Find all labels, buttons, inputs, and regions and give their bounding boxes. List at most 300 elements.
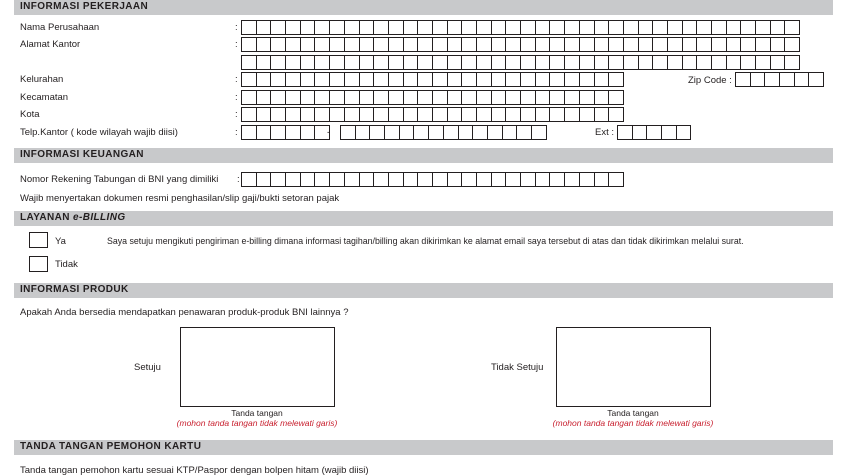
- char-cell[interactable]: [711, 37, 727, 52]
- char-cell[interactable]: [487, 125, 503, 140]
- char-cell[interactable]: [344, 90, 360, 105]
- char-cell[interactable]: [491, 72, 507, 87]
- char-cell[interactable]: [505, 20, 521, 35]
- char-cell[interactable]: [256, 90, 272, 105]
- char-cell[interactable]: [373, 72, 389, 87]
- char-cell[interactable]: [256, 125, 272, 140]
- char-cell[interactable]: [413, 125, 429, 140]
- alamat-kantor-field-line2[interactable]: [241, 55, 799, 70]
- char-cell[interactable]: [461, 107, 477, 122]
- char-cell[interactable]: [355, 125, 371, 140]
- label-tidak: Tidak: [55, 259, 78, 270]
- alamat-kantor-field-line1[interactable]: [241, 37, 799, 52]
- char-cell[interactable]: [403, 72, 419, 87]
- char-cell[interactable]: [359, 72, 375, 87]
- char-cell[interactable]: [750, 72, 766, 87]
- char-cell[interactable]: [388, 72, 404, 87]
- char-cell[interactable]: [491, 107, 507, 122]
- char-cell[interactable]: [726, 20, 742, 35]
- tanda-tangan-caption: Tanda tangan: [231, 408, 283, 418]
- telp-number-field[interactable]: [340, 125, 546, 140]
- char-cell[interactable]: [535, 55, 551, 70]
- char-cell[interactable]: [549, 172, 565, 187]
- telp-area-code-field[interactable]: [241, 125, 329, 140]
- char-cell[interactable]: [623, 37, 639, 52]
- produk-question: Apakah Anda bersedia mendapatkan penawaran produk-produk BNI lainnya ?: [20, 307, 349, 318]
- char-cell[interactable]: [241, 72, 257, 87]
- char-cell[interactable]: [432, 55, 448, 70]
- char-cell[interactable]: [579, 172, 595, 187]
- char-cell[interactable]: [270, 72, 286, 87]
- char-cell[interactable]: [531, 125, 547, 140]
- nomor-rekening-field[interactable]: [241, 172, 623, 187]
- char-cell[interactable]: [285, 90, 301, 105]
- char-cell[interactable]: [520, 37, 536, 52]
- char-cell[interactable]: [461, 20, 477, 35]
- char-cell[interactable]: [417, 55, 433, 70]
- char-cell[interactable]: [340, 125, 356, 140]
- char-cell[interactable]: [594, 90, 610, 105]
- nama-perusahaan-field[interactable]: [241, 20, 799, 35]
- label-setuju: Setuju: [134, 362, 161, 373]
- char-cell[interactable]: [359, 20, 375, 35]
- colon: :: [235, 127, 238, 138]
- char-cell[interactable]: [432, 107, 448, 122]
- char-cell[interactable]: [784, 55, 800, 70]
- section-title: LAYANAN e-BILLING: [20, 212, 126, 223]
- char-cell[interactable]: [476, 172, 492, 187]
- char-cell[interactable]: [652, 37, 668, 52]
- char-cell[interactable]: [285, 20, 301, 35]
- char-cell[interactable]: [564, 20, 580, 35]
- label-ext: Ext :: [595, 127, 615, 138]
- colon: :: [235, 74, 238, 85]
- char-cell[interactable]: [535, 90, 551, 105]
- colon: :: [235, 109, 238, 120]
- char-cell[interactable]: [447, 55, 463, 70]
- char-cell[interactable]: [241, 172, 257, 187]
- char-cell[interactable]: [491, 20, 507, 35]
- section-title: INFORMASI PRODUK: [20, 284, 129, 295]
- char-cell[interactable]: [520, 55, 536, 70]
- char-cell[interactable]: [399, 125, 415, 140]
- char-cell[interactable]: [417, 107, 433, 122]
- char-cell[interactable]: [770, 55, 786, 70]
- char-cell[interactable]: [579, 37, 595, 52]
- label-tidak-setuju: Tidak Setuju: [491, 362, 544, 373]
- char-cell[interactable]: [270, 107, 286, 122]
- char-cell[interactable]: [740, 37, 756, 52]
- char-cell[interactable]: [300, 37, 316, 52]
- char-cell[interactable]: [770, 37, 786, 52]
- char-cell[interactable]: [491, 172, 507, 187]
- char-cell[interactable]: [432, 172, 448, 187]
- colon: :: [237, 174, 240, 185]
- wajib-dokumen-note: Wajib menyertakan dokumen resmi penghasilan/slip gaji/bukti setoran pajak: [20, 193, 340, 204]
- char-cell[interactable]: [329, 55, 345, 70]
- char-cell[interactable]: [726, 55, 742, 70]
- char-cell[interactable]: [403, 107, 419, 122]
- char-cell[interactable]: [770, 20, 786, 35]
- kelurahan-field[interactable]: [241, 72, 623, 87]
- char-cell[interactable]: [373, 37, 389, 52]
- label-kecamatan: Kecamatan: [20, 92, 69, 103]
- char-cell[interactable]: [505, 72, 521, 87]
- char-cell[interactable]: [608, 90, 624, 105]
- char-cell[interactable]: [417, 72, 433, 87]
- char-cell[interactable]: [447, 37, 463, 52]
- char-cell[interactable]: [373, 55, 389, 70]
- char-cell[interactable]: [285, 107, 301, 122]
- char-cell[interactable]: [535, 20, 551, 35]
- char-cell[interactable]: [359, 37, 375, 52]
- char-cell[interactable]: [443, 125, 459, 140]
- char-cell[interactable]: [549, 37, 565, 52]
- label-kelurahan: Kelurahan: [20, 74, 64, 85]
- char-cell[interactable]: [740, 55, 756, 70]
- char-cell[interactable]: [502, 125, 518, 140]
- char-cell[interactable]: [696, 55, 712, 70]
- char-cell[interactable]: [329, 20, 345, 35]
- char-cell[interactable]: [594, 72, 610, 87]
- char-cell[interactable]: [314, 37, 330, 52]
- char-cell[interactable]: [520, 72, 536, 87]
- char-cell[interactable]: [417, 20, 433, 35]
- char-cell[interactable]: [549, 72, 565, 87]
- char-cell[interactable]: [638, 55, 654, 70]
- char-cell[interactable]: [403, 20, 419, 35]
- ebilling-statement: Saya setuju mengikuti pengiriman e-billing dimana informasi tagihan/billing akan dikirimkan ke alamat email saya tersebut di atas dan tidak dikirimkan melalui surat.: [107, 236, 744, 246]
- label-zip-code: Zip Code :: [688, 75, 732, 86]
- char-cell[interactable]: [623, 55, 639, 70]
- char-cell[interactable]: [256, 20, 272, 35]
- char-cell[interactable]: [403, 37, 419, 52]
- char-cell[interactable]: [549, 55, 565, 70]
- char-cell[interactable]: [417, 172, 433, 187]
- char-cell[interactable]: [329, 37, 345, 52]
- char-cell[interactable]: [472, 125, 488, 140]
- char-cell[interactable]: [461, 72, 477, 87]
- char-cell[interactable]: [755, 20, 771, 35]
- char-cell[interactable]: [520, 20, 536, 35]
- label-nama-perusahaan: Nama Perusahaan: [20, 22, 100, 33]
- char-cell[interactable]: [241, 37, 257, 52]
- char-cell[interactable]: [696, 20, 712, 35]
- char-cell[interactable]: [549, 107, 565, 122]
- char-cell[interactable]: [373, 172, 389, 187]
- char-cell[interactable]: [667, 20, 683, 35]
- char-cell[interactable]: [270, 90, 286, 105]
- char-cell[interactable]: [646, 125, 662, 140]
- char-cell[interactable]: [652, 55, 668, 70]
- char-cell[interactable]: [270, 20, 286, 35]
- char-cell[interactable]: [608, 172, 624, 187]
- char-cell[interactable]: [476, 107, 492, 122]
- char-cell[interactable]: [740, 20, 756, 35]
- char-cell[interactable]: [432, 72, 448, 87]
- char-cell[interactable]: [608, 20, 624, 35]
- char-cell[interactable]: [256, 107, 272, 122]
- char-cell[interactable]: [447, 107, 463, 122]
- char-cell[interactable]: [661, 125, 677, 140]
- char-cell[interactable]: [359, 55, 375, 70]
- char-cell[interactable]: [608, 72, 624, 87]
- char-cell[interactable]: [256, 72, 272, 87]
- char-cell[interactable]: [344, 20, 360, 35]
- label-telp-kantor: Telp.Kantor ( kode wilayah wajib diisi): [20, 127, 178, 138]
- char-cell[interactable]: [505, 37, 521, 52]
- char-cell[interactable]: [608, 37, 624, 52]
- char-cell[interactable]: [300, 90, 316, 105]
- char-cell[interactable]: [682, 20, 698, 35]
- char-cell[interactable]: [314, 107, 330, 122]
- char-cell[interactable]: [373, 90, 389, 105]
- char-cell[interactable]: [344, 55, 360, 70]
- char-cell[interactable]: [359, 90, 375, 105]
- char-cell[interactable]: [564, 90, 580, 105]
- char-cell[interactable]: [594, 55, 610, 70]
- char-cell[interactable]: [676, 125, 692, 140]
- char-cell[interactable]: [667, 55, 683, 70]
- char-cell[interactable]: [388, 107, 404, 122]
- char-cell[interactable]: [241, 107, 257, 122]
- char-cell[interactable]: [476, 20, 492, 35]
- char-cell[interactable]: [564, 37, 580, 52]
- char-cell[interactable]: [344, 107, 360, 122]
- char-cell[interactable]: [373, 20, 389, 35]
- char-cell[interactable]: [403, 172, 419, 187]
- char-cell[interactable]: [270, 172, 286, 187]
- char-cell[interactable]: [808, 72, 824, 87]
- ebilling-ya-checkbox[interactable]: [29, 232, 48, 248]
- char-cell[interactable]: [726, 37, 742, 52]
- char-cell[interactable]: [682, 37, 698, 52]
- char-cell[interactable]: [638, 20, 654, 35]
- char-cell[interactable]: [476, 90, 492, 105]
- char-cell[interactable]: [285, 172, 301, 187]
- char-cell[interactable]: [314, 172, 330, 187]
- char-cell[interactable]: [447, 20, 463, 35]
- char-cell[interactable]: [373, 107, 389, 122]
- char-cell[interactable]: [579, 20, 595, 35]
- ext-field[interactable]: [617, 125, 690, 140]
- char-cell[interactable]: [505, 55, 521, 70]
- char-cell[interactable]: [388, 55, 404, 70]
- signature-box-setuju[interactable]: [180, 327, 335, 407]
- char-cell[interactable]: [491, 90, 507, 105]
- char-cell[interactable]: [735, 72, 751, 87]
- char-cell[interactable]: [417, 37, 433, 52]
- char-cell[interactable]: [594, 20, 610, 35]
- tanda-tangan-pemohon-note: Tanda tangan pemohon kartu sesuai KTP/Paspor dengan bolpen hitam (wajib diisi): [20, 465, 369, 476]
- char-cell[interactable]: [388, 20, 404, 35]
- char-cell[interactable]: [779, 72, 795, 87]
- char-cell[interactable]: [682, 55, 698, 70]
- char-cell[interactable]: [300, 72, 316, 87]
- ebilling-tidak-checkbox[interactable]: [29, 256, 48, 272]
- char-cell[interactable]: [270, 55, 286, 70]
- char-cell[interactable]: [594, 37, 610, 52]
- char-cell[interactable]: [608, 55, 624, 70]
- char-cell[interactable]: [696, 37, 712, 52]
- char-cell[interactable]: [314, 20, 330, 35]
- char-cell[interactable]: [300, 55, 316, 70]
- char-cell[interactable]: [344, 172, 360, 187]
- char-cell[interactable]: [447, 172, 463, 187]
- char-cell[interactable]: [784, 37, 800, 52]
- char-cell[interactable]: [535, 37, 551, 52]
- char-cell[interactable]: [285, 37, 301, 52]
- char-cell[interactable]: [755, 37, 771, 52]
- char-cell[interactable]: [549, 20, 565, 35]
- char-cell[interactable]: [329, 172, 345, 187]
- char-cell[interactable]: [300, 20, 316, 35]
- colon: :: [235, 22, 238, 33]
- char-cell[interactable]: [344, 37, 360, 52]
- char-cell[interactable]: [632, 125, 648, 140]
- char-cell[interactable]: [505, 172, 521, 187]
- char-cell[interactable]: [329, 90, 345, 105]
- char-cell[interactable]: [520, 172, 536, 187]
- char-cell[interactable]: [711, 55, 727, 70]
- char-cell[interactable]: [344, 72, 360, 87]
- char-cell[interactable]: [241, 55, 257, 70]
- char-cell[interactable]: [300, 125, 316, 140]
- char-cell[interactable]: [241, 20, 257, 35]
- char-cell[interactable]: [476, 55, 492, 70]
- char-cell[interactable]: [388, 90, 404, 105]
- zip-code-field[interactable]: [735, 72, 823, 87]
- char-cell[interactable]: [369, 125, 385, 140]
- dash-separator: -: [327, 127, 331, 138]
- char-cell[interactable]: [458, 125, 474, 140]
- kota-field[interactable]: [241, 107, 623, 122]
- label-nomor-rekening: Nomor Rekening Tabungan di BNI yang dimiliki: [20, 174, 219, 185]
- label-kota: Kota: [20, 109, 40, 120]
- char-cell[interactable]: [623, 20, 639, 35]
- char-cell[interactable]: [516, 125, 532, 140]
- char-cell[interactable]: [359, 172, 375, 187]
- char-cell[interactable]: [520, 90, 536, 105]
- char-cell[interactable]: [667, 37, 683, 52]
- section-header-informasi-keuangan: [14, 148, 833, 163]
- char-cell[interactable]: [256, 172, 272, 187]
- kecamatan-field[interactable]: [241, 90, 623, 105]
- char-cell[interactable]: [285, 55, 301, 70]
- char-cell[interactable]: [388, 37, 404, 52]
- char-cell[interactable]: [476, 72, 492, 87]
- char-cell[interactable]: [579, 107, 595, 122]
- char-cell[interactable]: [520, 107, 536, 122]
- char-cell[interactable]: [384, 125, 400, 140]
- char-cell[interactable]: [432, 37, 448, 52]
- section-title: INFORMASI PEKERJAAN: [20, 1, 149, 12]
- char-cell[interactable]: [270, 37, 286, 52]
- char-cell[interactable]: [755, 55, 771, 70]
- char-cell[interactable]: [564, 72, 580, 87]
- char-cell[interactable]: [535, 107, 551, 122]
- char-cell[interactable]: [329, 72, 345, 87]
- char-cell[interactable]: [491, 55, 507, 70]
- char-cell[interactable]: [256, 37, 272, 52]
- char-cell[interactable]: [564, 172, 580, 187]
- char-cell[interactable]: [285, 125, 301, 140]
- char-cell[interactable]: [417, 90, 433, 105]
- char-cell[interactable]: [461, 37, 477, 52]
- char-cell[interactable]: [564, 107, 580, 122]
- char-cell[interactable]: [617, 125, 633, 140]
- char-cell[interactable]: [564, 55, 580, 70]
- char-cell[interactable]: [535, 72, 551, 87]
- char-cell[interactable]: [403, 90, 419, 105]
- char-cell[interactable]: [256, 55, 272, 70]
- char-cell[interactable]: [505, 107, 521, 122]
- char-cell[interactable]: [432, 20, 448, 35]
- char-cell[interactable]: [388, 172, 404, 187]
- char-cell[interactable]: [241, 125, 257, 140]
- char-cell[interactable]: [794, 72, 810, 87]
- char-cell[interactable]: [476, 37, 492, 52]
- char-cell[interactable]: [432, 90, 448, 105]
- char-cell[interactable]: [579, 55, 595, 70]
- char-cell[interactable]: [300, 107, 316, 122]
- char-cell[interactable]: [285, 72, 301, 87]
- char-cell[interactable]: [461, 90, 477, 105]
- char-cell[interactable]: [608, 107, 624, 122]
- signature-box-tidak-setuju[interactable]: [556, 327, 711, 407]
- char-cell[interactable]: [447, 72, 463, 87]
- char-cell[interactable]: [491, 37, 507, 52]
- char-cell[interactable]: [784, 20, 800, 35]
- char-cell[interactable]: [711, 20, 727, 35]
- char-cell[interactable]: [329, 107, 345, 122]
- char-cell[interactable]: [638, 37, 654, 52]
- char-cell[interactable]: [652, 20, 668, 35]
- label-alamat-kantor: Alamat Kantor: [20, 39, 81, 50]
- section-header-layanan-ebilling: [14, 211, 833, 226]
- char-cell[interactable]: [594, 107, 610, 122]
- char-cell[interactable]: [314, 90, 330, 105]
- signature-note: (mohon tanda tangan tidak melewati garis): [552, 418, 714, 428]
- char-cell[interactable]: [594, 172, 610, 187]
- char-cell[interactable]: [359, 107, 375, 122]
- char-cell[interactable]: [461, 55, 477, 70]
- char-cell[interactable]: [428, 125, 444, 140]
- char-cell[interactable]: [270, 125, 286, 140]
- char-cell[interactable]: [314, 72, 330, 87]
- colon: :: [235, 39, 238, 50]
- colon: :: [235, 92, 238, 103]
- char-cell[interactable]: [549, 90, 565, 105]
- section-header-informasi-pekerjaan: [14, 0, 833, 15]
- char-cell[interactable]: [300, 172, 316, 187]
- char-cell[interactable]: [535, 172, 551, 187]
- signature-note: (mohon tanda tangan tidak melewati garis): [176, 418, 338, 428]
- section-title: TANDA TANGAN PEMOHON KARTU: [20, 441, 202, 452]
- char-cell[interactable]: [314, 55, 330, 70]
- char-cell[interactable]: [764, 72, 780, 87]
- section-title: INFORMASI KEUANGAN: [20, 149, 144, 160]
- label-ya: Ya: [55, 236, 66, 247]
- char-cell[interactable]: [447, 90, 463, 105]
- char-cell[interactable]: [461, 172, 477, 187]
- char-cell[interactable]: [579, 90, 595, 105]
- char-cell[interactable]: [241, 90, 257, 105]
- section-header-informasi-produk: [14, 283, 833, 298]
- char-cell[interactable]: [579, 72, 595, 87]
- char-cell[interactable]: [505, 90, 521, 105]
- char-cell[interactable]: [403, 55, 419, 70]
